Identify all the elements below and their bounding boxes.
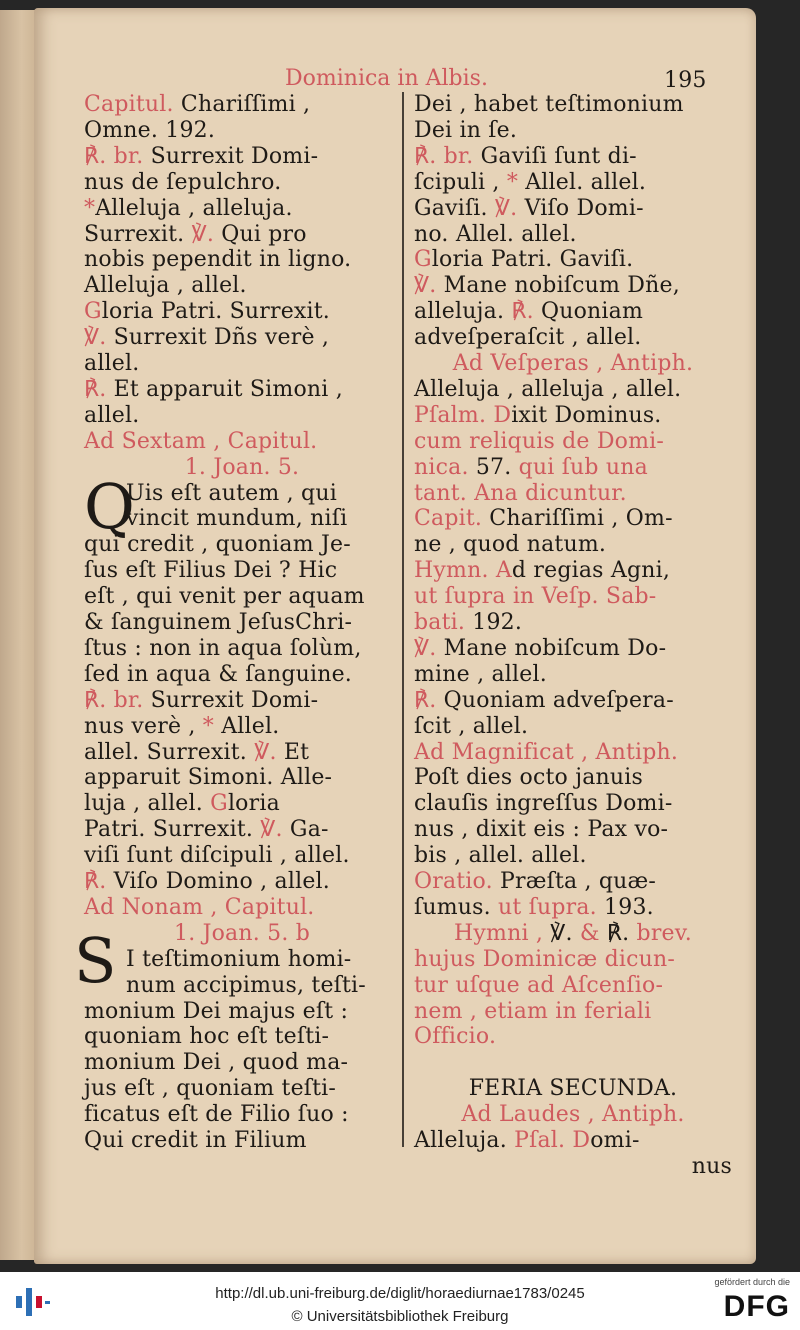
- text-run: Dei in ſe.: [414, 117, 518, 143]
- text-run: mine , allel.: [414, 661, 547, 687]
- left-column-line: [84, 999, 348, 1025]
- left-column-line: [84, 1024, 329, 1050]
- text-run: ℟.: [511, 299, 534, 325]
- drop-cap-q: Q: [84, 470, 135, 543]
- left-column-line: [84, 558, 337, 584]
- text-run: luja , allel.: [84, 791, 211, 817]
- text-run: nobis pependit in ligno.: [84, 247, 352, 273]
- text-run: Poſt dies octo januis: [414, 765, 644, 791]
- text-run: G: [210, 791, 228, 817]
- left-column-line: [84, 1102, 349, 1128]
- text-run: eſt , qui venit per aquam: [84, 584, 365, 610]
- left-column-line: [126, 506, 347, 532]
- left-column-line: [84, 791, 280, 817]
- left-column-line: [84, 843, 350, 869]
- text-run: nus: [691, 1153, 732, 1179]
- right-column-line: [414, 532, 606, 558]
- text-run: Hymni ,: [454, 920, 551, 946]
- text-run: nica.: [414, 454, 476, 480]
- right-column-line: [414, 429, 664, 455]
- right-column-line: [414, 947, 675, 973]
- text-run: 1. Joan. 5. b: [174, 920, 310, 946]
- text-run: ℣.: [191, 221, 215, 247]
- left-column-line: [84, 584, 365, 610]
- text-run: jus eſt , quoniam teſti-: [84, 1076, 337, 1102]
- right-column-line: [414, 455, 648, 481]
- text-run: ℟.: [84, 869, 107, 894]
- right-column-line: [414, 558, 670, 584]
- text-run: Chariſſimi ,: [173, 92, 311, 117]
- right-column-line: [414, 351, 732, 377]
- left-column-line: [84, 299, 330, 325]
- text-run: ut ſupra.: [490, 894, 597, 920]
- right-column-line: [414, 481, 627, 507]
- text-run: Alleluja , alleluja , allel.: [414, 376, 682, 402]
- left-column-line: [84, 170, 281, 196]
- left-column-line: [84, 196, 293, 222]
- right-column-line: [414, 1024, 496, 1050]
- left-column-line: [84, 662, 352, 688]
- right-column-line: [414, 610, 522, 636]
- text-run: cum reliquis de Domi-: [414, 428, 665, 454]
- text-run: ℣.: [254, 739, 277, 765]
- text-run: loria Patri. Gaviſi.: [431, 247, 634, 273]
- text-run: loria Patri. Surrexit.: [101, 299, 331, 325]
- text-run: Patri. Surrexit.: [84, 817, 261, 843]
- text-run: bati.: [414, 610, 466, 635]
- right-column-line: [414, 1154, 732, 1180]
- text-run: Gaviſi.: [414, 195, 495, 221]
- right-column-line: [414, 869, 656, 895]
- text-run: hujus Dominicæ dicun-: [414, 946, 676, 972]
- text-run: nem , etiam in feriali: [414, 998, 652, 1024]
- left-column-line: [84, 144, 318, 170]
- text-run: Alleluja , allel.: [84, 273, 247, 299]
- right-column-line: [414, 817, 668, 843]
- text-run: ℣.: [84, 325, 107, 351]
- text-run: viſi ſunt diſcipuli , allel.: [84, 843, 350, 869]
- right-column-line: [414, 636, 666, 662]
- text-run: allel.: [84, 402, 140, 428]
- text-run: Gaviſi ſunt di-: [473, 143, 637, 169]
- left-column-line: [84, 740, 309, 766]
- right-column-line: [414, 662, 547, 688]
- text-run: 193.: [596, 894, 654, 920]
- text-run: Omne. 192.: [84, 117, 216, 143]
- right-column-line: [414, 921, 732, 947]
- text-run: Dei , habet teſtimonium: [414, 92, 684, 117]
- text-run: ℟. br.: [414, 143, 474, 169]
- text-run: *: [506, 169, 519, 195]
- text-run: ſtus : non in aqua ſolùm,: [84, 635, 362, 661]
- text-run: allel.: [84, 351, 140, 376]
- text-run: ℟.: [414, 687, 437, 713]
- text-run: monium Dei , quod ma-: [84, 1050, 349, 1076]
- left-column-line: [84, 222, 307, 248]
- text-run: ℣.: [550, 920, 573, 946]
- left-column-line: [84, 1050, 348, 1076]
- text-run: Qui credit in Filium: [84, 1128, 307, 1153]
- right-column-line: [414, 1076, 732, 1102]
- left-column-line: [84, 273, 247, 299]
- text-run: Capitul.: [84, 92, 174, 117]
- text-run: ℣.: [414, 273, 437, 299]
- left-column-line: [84, 429, 317, 455]
- text-run: d regias Agni,: [511, 558, 671, 584]
- text-run: ℟.: [84, 376, 107, 402]
- text-run: Mane nobiſcum Do-: [436, 635, 667, 661]
- column-rule: [402, 92, 404, 1147]
- sponsor-note: gefördert durch die: [714, 1277, 790, 1287]
- text-run: bis , allel. allel.: [414, 843, 587, 869]
- text-run: ſcit , allel.: [414, 713, 529, 739]
- left-column-line: [126, 973, 366, 999]
- text-run: Quoniam adveſpera-: [436, 687, 674, 713]
- text-run: G: [414, 247, 432, 273]
- text-run: Viſo Domi-: [517, 195, 644, 221]
- left-column-line: [84, 869, 330, 895]
- right-column-line: [414, 273, 680, 299]
- right-column-line: [414, 740, 678, 766]
- left-column-line: [84, 610, 352, 636]
- text-run: nus verè ,: [84, 713, 203, 739]
- left-column-line: [84, 325, 329, 351]
- text-run: brev.: [629, 920, 692, 946]
- left-column-line: [84, 636, 362, 662]
- text-run: tant. Ana dicuntur.: [414, 480, 627, 506]
- right-column-line: [414, 144, 637, 170]
- right-column-line: [414, 714, 528, 740]
- page-edge: [0, 10, 36, 1260]
- right-column-line: [414, 895, 654, 921]
- text-run: Surrexit Dñs verè ,: [106, 325, 330, 351]
- left-column-line: [84, 377, 343, 403]
- left-column-line: [84, 765, 332, 791]
- text-run: ſus eſt Filius Dei ? Hic: [84, 558, 338, 584]
- text-run: I teſtimonium homi-: [126, 946, 352, 972]
- copyright-text: © Universitätsbibliothek Freiburg: [291, 1308, 509, 1325]
- right-column-line: [414, 791, 672, 817]
- text-run: loria: [227, 791, 280, 817]
- right-column-line: [414, 118, 517, 144]
- left-column-line: [84, 351, 139, 377]
- text-run: 192.: [465, 610, 523, 635]
- right-column-line: [414, 688, 674, 714]
- text-run: & ſanguinem JeſusChri-: [84, 610, 353, 635]
- left-column-line: [126, 947, 351, 973]
- left-column-line: [84, 817, 329, 843]
- text-run: monium Dei majus eſt :: [84, 998, 349, 1024]
- text-run: ſed in aqua & ſanguine.: [84, 661, 352, 687]
- text-run: Et: [276, 739, 310, 765]
- page-number: 195: [664, 68, 707, 93]
- text-run: no. Allel. allel.: [414, 221, 577, 247]
- text-run: qui credit , quoniam Je-: [84, 532, 351, 558]
- text-run: Chariſſimi , Om-: [482, 506, 673, 532]
- sponsor-logo: DFG: [723, 1290, 790, 1323]
- text-run: ixit Dominus.: [511, 402, 662, 428]
- text-run: G: [84, 299, 102, 325]
- right-column-line: [414, 584, 656, 610]
- text-run: tur uſque ad Aſcenſio-: [414, 972, 664, 998]
- right-column-line: [414, 765, 643, 791]
- text-run: Alleluja , alleluja.: [95, 195, 293, 221]
- text-run: Surrexit Domi-: [143, 687, 319, 713]
- text-run: ℟. br.: [84, 143, 144, 169]
- text-run: Officio.: [414, 1024, 497, 1050]
- text-run: Surrexit Domi-: [143, 143, 319, 169]
- text-run: ne , quod natum.: [414, 532, 607, 558]
- text-run: allel. Surrexit.: [84, 739, 255, 765]
- text-run: Pſal. D: [514, 1128, 591, 1153]
- left-column-line: [84, 714, 279, 740]
- text-run: adveſperaſcit , allel.: [414, 325, 642, 351]
- right-column-line: [414, 170, 646, 196]
- right-column-line: [414, 1128, 640, 1154]
- right-column-line: [414, 299, 643, 325]
- right-column-line: [414, 325, 641, 351]
- left-column-line: [84, 118, 215, 144]
- text-run: Ga-: [282, 817, 329, 843]
- left-column-line: [84, 1076, 336, 1102]
- text-run: FERIA SECUNDA.: [468, 1076, 678, 1102]
- drop-cap-s: S: [74, 924, 117, 997]
- left-column-line: [84, 895, 315, 921]
- text-run: Allel.: [214, 713, 280, 739]
- right-column-line: [414, 196, 644, 222]
- text-run: Uis eſt autem , qui: [126, 480, 337, 506]
- text-run: qui ſub una: [511, 454, 648, 480]
- text-run: Hymn. A: [414, 558, 512, 584]
- text-run: Ad Sextam , Capitul.: [84, 428, 318, 454]
- text-run: Ad Magnificat , Antiph.: [414, 739, 679, 765]
- source-url-link[interactable]: http://dl.ub.uni-freiburg.de/diglit/horaediurnae1783/0245: [215, 1285, 585, 1302]
- left-column-line: [84, 1128, 307, 1154]
- right-column-line: [414, 999, 651, 1025]
- left-column-line: [84, 247, 351, 273]
- text-run: Alleluja.: [414, 1128, 515, 1153]
- text-run: ℣.: [494, 195, 518, 221]
- text-run: 1. Joan. 5.: [184, 454, 300, 480]
- text-run: *: [84, 195, 96, 221]
- text-run: nus de ſepulchro.: [84, 169, 282, 195]
- text-run: ſcipuli ,: [414, 169, 507, 195]
- right-column-line: [414, 222, 577, 248]
- text-run: apparuit Simoni. Alle-: [84, 765, 333, 791]
- text-run: Et apparuit Simoni ,: [106, 376, 343, 402]
- text-run: ℣.: [260, 817, 283, 843]
- left-column-line: [84, 92, 310, 118]
- right-column-line: [414, 247, 633, 273]
- right-column-line: [414, 1102, 732, 1128]
- text-run: 57.: [475, 454, 512, 480]
- text-run: clauſis ingreſſus Domi-: [414, 791, 673, 817]
- text-run: nus , dixit eis : Pax vo-: [414, 817, 669, 843]
- text-run: ut ſupra in Veſp. Sab-: [414, 584, 657, 610]
- right-column-line: [414, 377, 681, 403]
- left-column-line: [84, 921, 400, 947]
- right-column-line: [414, 92, 684, 118]
- text-run: ℟. br.: [84, 687, 144, 713]
- text-run: ficatus eſt de Filio ſuo :: [84, 1102, 349, 1128]
- running-title: Dominica in Albis.: [285, 66, 488, 91]
- text-run: ℣.: [414, 635, 437, 661]
- text-run: ℟.: [606, 920, 630, 946]
- text-run: Surrexit.: [84, 221, 192, 247]
- text-run: Mane nobiſcum Dñe,: [436, 273, 680, 299]
- right-column-line: [414, 506, 673, 532]
- text-run: ſumus.: [414, 894, 491, 920]
- text-run: Præſta , quæ-: [492, 869, 657, 894]
- left-column-line: [84, 688, 318, 714]
- text-run: Ad Laudes , Antiph.: [461, 1102, 685, 1128]
- text-run: *: [202, 713, 214, 739]
- text-run: &: [572, 920, 607, 946]
- right-column-line: [414, 973, 663, 999]
- left-column-line: [126, 481, 337, 507]
- text-run: num accipimus, teſti-: [126, 972, 366, 998]
- text-run: Capit.: [414, 506, 483, 532]
- text-run: Quoniam: [533, 299, 644, 325]
- text-run: Allel. allel.: [518, 169, 647, 195]
- right-column-line: [414, 403, 662, 429]
- text-run: alleluja.: [414, 299, 512, 325]
- text-run: omi-: [590, 1128, 640, 1153]
- text-run: quoniam hoc eſt teſti-: [84, 1024, 330, 1050]
- text-run: Qui pro: [214, 221, 307, 247]
- left-column-line: [84, 403, 139, 429]
- text-run: vincit mundum, niſi: [126, 506, 348, 532]
- text-run: Pſalm. D: [414, 402, 512, 428]
- text-run: Ad Nonam , Capitul.: [84, 894, 315, 920]
- text-run: Ad Veſperas , Antiph.: [452, 351, 694, 376]
- right-column-line: [414, 843, 587, 869]
- text-run: Oratio.: [414, 869, 493, 894]
- text-run: Viſo Domino , allel.: [106, 869, 330, 894]
